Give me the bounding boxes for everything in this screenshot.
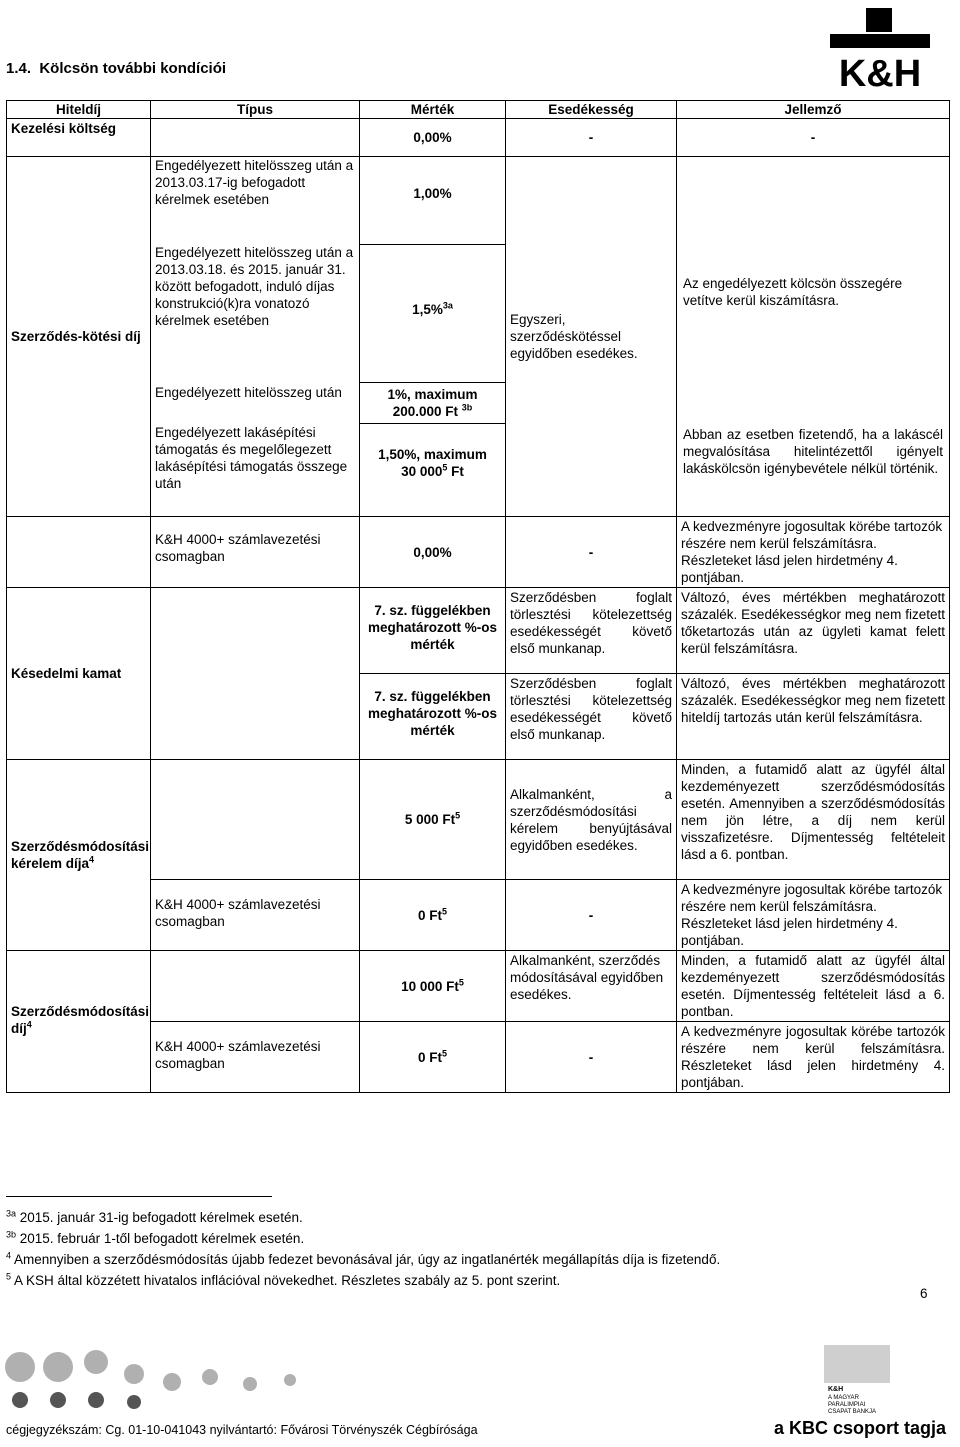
col-header-hiteldij: Hiteldíj: [7, 101, 151, 119]
empty-cell: [151, 119, 360, 157]
footnote-3b: $^{3b}$ 2015. február 1-től befogadott kérelmek esetén.: [6, 1229, 305, 1246]
svg-text:A MAGYAR: A MAGYAR: [828, 1395, 859, 1401]
table-row: [7, 588, 950, 674]
kh-logo: [828, 6, 932, 90]
note-kezelesi: -: [677, 119, 950, 157]
note-kh4000: A kedvezményre jogosultak körébe tartozók részére nem kerül felszámításra. Részleteket lásd jelen hirdetmény 4. pontjában.: [677, 517, 950, 588]
table-row: [7, 119, 950, 157]
empty-cell: [151, 588, 360, 760]
rate-kesedelmi-2: 7. sz. függelékben meghatározott %-os mérték: [360, 674, 506, 760]
col-header-mertek: Mérték: [360, 101, 506, 119]
col-header-esedekesseg: Esedékesség: [506, 101, 677, 119]
note-modositasi-dij: Minden, a futamidő alatt az ügyfél által kezdeményezett szerződésmódosítás esetén. Díjmentesség feltételeit lásd a 6. pontban.: [677, 951, 950, 1022]
empty-cell: [151, 951, 360, 1022]
due-kh4000: -: [506, 517, 677, 588]
due-modositasi-dij-kh4000: -: [506, 1022, 677, 1093]
type-1: Engedélyezett hitelösszeg után a 2013.03.17-ig befogadott kérelmek esetében: [155, 158, 354, 207]
fee-label-modositasi-kerelem: Szerződésmódosítási kérelem díja$^4$: [7, 760, 151, 951]
svg-text:K&H: K&H: [828, 1386, 844, 1393]
table-row: [7, 157, 950, 517]
rate-kezelesi: 0,00%: [360, 119, 506, 157]
rate-modositasi-dij: 10 000 Ft$^5$: [360, 951, 506, 1022]
type-4: Engedélyezett lakásépítési támogatás és megelőlegezett lakásépítési támogatás összege után: [155, 425, 348, 491]
due-szerzodeskotesi: Egyszeri, szerződéskötéssel egyidőben esedékes.: [506, 157, 677, 517]
fee-label-modositasi-dij: Szerződésmódosítási díj$^4$: [7, 951, 151, 1093]
fee-label-kesedelmi: Késedelmi kamat: [7, 588, 151, 760]
footnote-3a: $^{3a}$ 2015. január 31-ig befogadott kérelmek esetén.: [6, 1208, 303, 1225]
svg-text:PARALIMPIAI: PARALIMPIAI: [828, 1402, 866, 1408]
logo-text: K&H: [838, 53, 922, 90]
note-kesedelmi-1: Változó, éves mértékben meghatározott százalék. Esedékességkor meg nem fizetett tőketartozás után az ügyleti kamat felett kerül felszámításra.: [677, 588, 950, 674]
note-szerzodeskotesi-1: Az engedélyezett kölcsön összegére vetítve kerül kiszámításra.: [683, 276, 903, 308]
section-title: 1.4. Kölcsön további kondíciói: [6, 60, 227, 77]
rate-1: 1,00%: [413, 186, 452, 201]
type-2: Engedélyezett hitelösszeg után a 2013.03.18. és 2015. január 31. között befogadott, induló díjas konstrukció(k)ra vonatozó kérelmek esetében: [155, 245, 354, 328]
due-modositasi-dij: Alkalmanként, szerződés módosításával egyidőben esedékes.: [506, 951, 677, 1022]
rate-modositasi-kerelem: 5 000 Ft$^5$: [360, 760, 506, 880]
fees-table: [6, 100, 950, 1093]
due-kezelesi: -: [506, 119, 677, 157]
rate-modositasi-dij-kh4000: 0 Ft$^5$: [360, 1022, 506, 1093]
paralympic-logo: [824, 1345, 890, 1417]
due-kesedelmi-1: Szerződésben foglalt törlesztési kötelezettség esedékességét követő első munkanap.: [506, 588, 677, 674]
table-row: [7, 760, 950, 880]
table-row: [7, 517, 950, 588]
fee-label-szerzodeskotesi: Szerződés-kötési díj: [7, 157, 151, 517]
due-kesedelmi-2: Szerződésben foglalt törlesztési kötelezettség esedékességét követő első munkanap.: [506, 674, 677, 760]
decorative-circles: [0, 1322, 560, 1412]
rate-3: 1%, maximum 200.000 Ft $^{3b}$: [387, 387, 478, 419]
due-modositasi-kerelem-kh4000: -: [506, 880, 677, 951]
col-header-jellemzo: Jellemző: [677, 101, 950, 119]
empty-cell: [7, 517, 151, 588]
type-kh4000: K&H 4000+ számlavezetési csomagban: [151, 517, 360, 588]
note-kesedelmi-2: Változó, éves mértékben meghatározott százalék. Esedékességkor meg nem fizetett hiteldíj tartozás után kerül felszámításra.: [677, 674, 950, 760]
rate-4: 1,50%, maximum 30 $000^5$ Ft: [378, 447, 487, 479]
fee-label-kezelesi: Kezelési költség: [7, 119, 151, 157]
registry-info: cégjegyzékszám: Cg. 01-10-041043 nyilvántartó: Fővárosi Törvényszék Cégbírósága: [6, 1423, 478, 1437]
note-modositasi-kerelem: Minden, a futamidő alatt az ügyfél által kezdeményezett szerződésmódosítás esetén. Amennyiben a szerződésmódosítás nem jön létre, a díj nem kerül visszafizetésre. Díjmentesség feltételeit lásd a 6. pontban.: [677, 760, 950, 880]
due-modositasi-kerelem: Alkalmanként, a szerződésmódosítási kérelem benyújtásával egyidőben esedékes.: [506, 760, 677, 880]
empty-cell: [151, 760, 360, 880]
note-szerzodeskotesi-2: Abban az esetben fizetendő, ha a lakáscél megvalósítása hitelintézettől igényelt lakáskölcsön igénybevétele nélkül történik.: [683, 427, 943, 476]
type-modositasi-kerelem-kh4000: K&H 4000+ számlavezetési csomagban: [151, 880, 360, 951]
rate-kesedelmi-1: 7. sz. függelékben meghatározott %-os mérték: [360, 588, 506, 674]
col-header-tipus: Típus: [151, 101, 360, 119]
table-row: [7, 951, 950, 1022]
footnote-5: $^5$ A KSH által közzétett hivatalos inflációval növekedhet. Részletes szabály az 5. pont szerint.: [6, 1271, 561, 1288]
footnote-4: $^4$ Amennyiben a szerződésmódosítás újabb fedezet bevonásával jár, úgy az ingatlanérték megállapítás díja is fizetendő.: [6, 1250, 721, 1267]
kbc-tagline: a KBC csoport tagja: [773, 1418, 946, 1438]
rate-modositasi-kerelem-kh4000: 0 Ft$^5$: [360, 880, 506, 951]
footnote-divider: [6, 1196, 272, 1197]
svg-text:CSAPAT BANKJA: CSAPAT BANKJA: [828, 1409, 877, 1415]
type-3: Engedélyezett hitelösszeg után: [155, 385, 342, 400]
rate-2: 1,5%$^{3a}$: [412, 300, 453, 317]
rate-kh4000: 0,00%: [360, 517, 506, 588]
note-modositasi-dij-kh4000: A kedvezményre jogosultak körébe tartozók részére nem kerül felszámításra. Részleteket lásd jelen hirdetmény 4. pontjában.: [677, 1022, 950, 1093]
header-row: [7, 101, 950, 119]
page-number: 6: [920, 1286, 928, 1301]
note-modositasi-kerelem-kh4000: A kedvezményre jogosultak körébe tartozók részére nem kerül felszámításra. Részleteket lásd jelen hirdetmény 4. pontjában.: [677, 880, 950, 951]
type-modositasi-dij-kh4000: K&H 4000+ számlavezetési csomagban: [151, 1022, 360, 1093]
